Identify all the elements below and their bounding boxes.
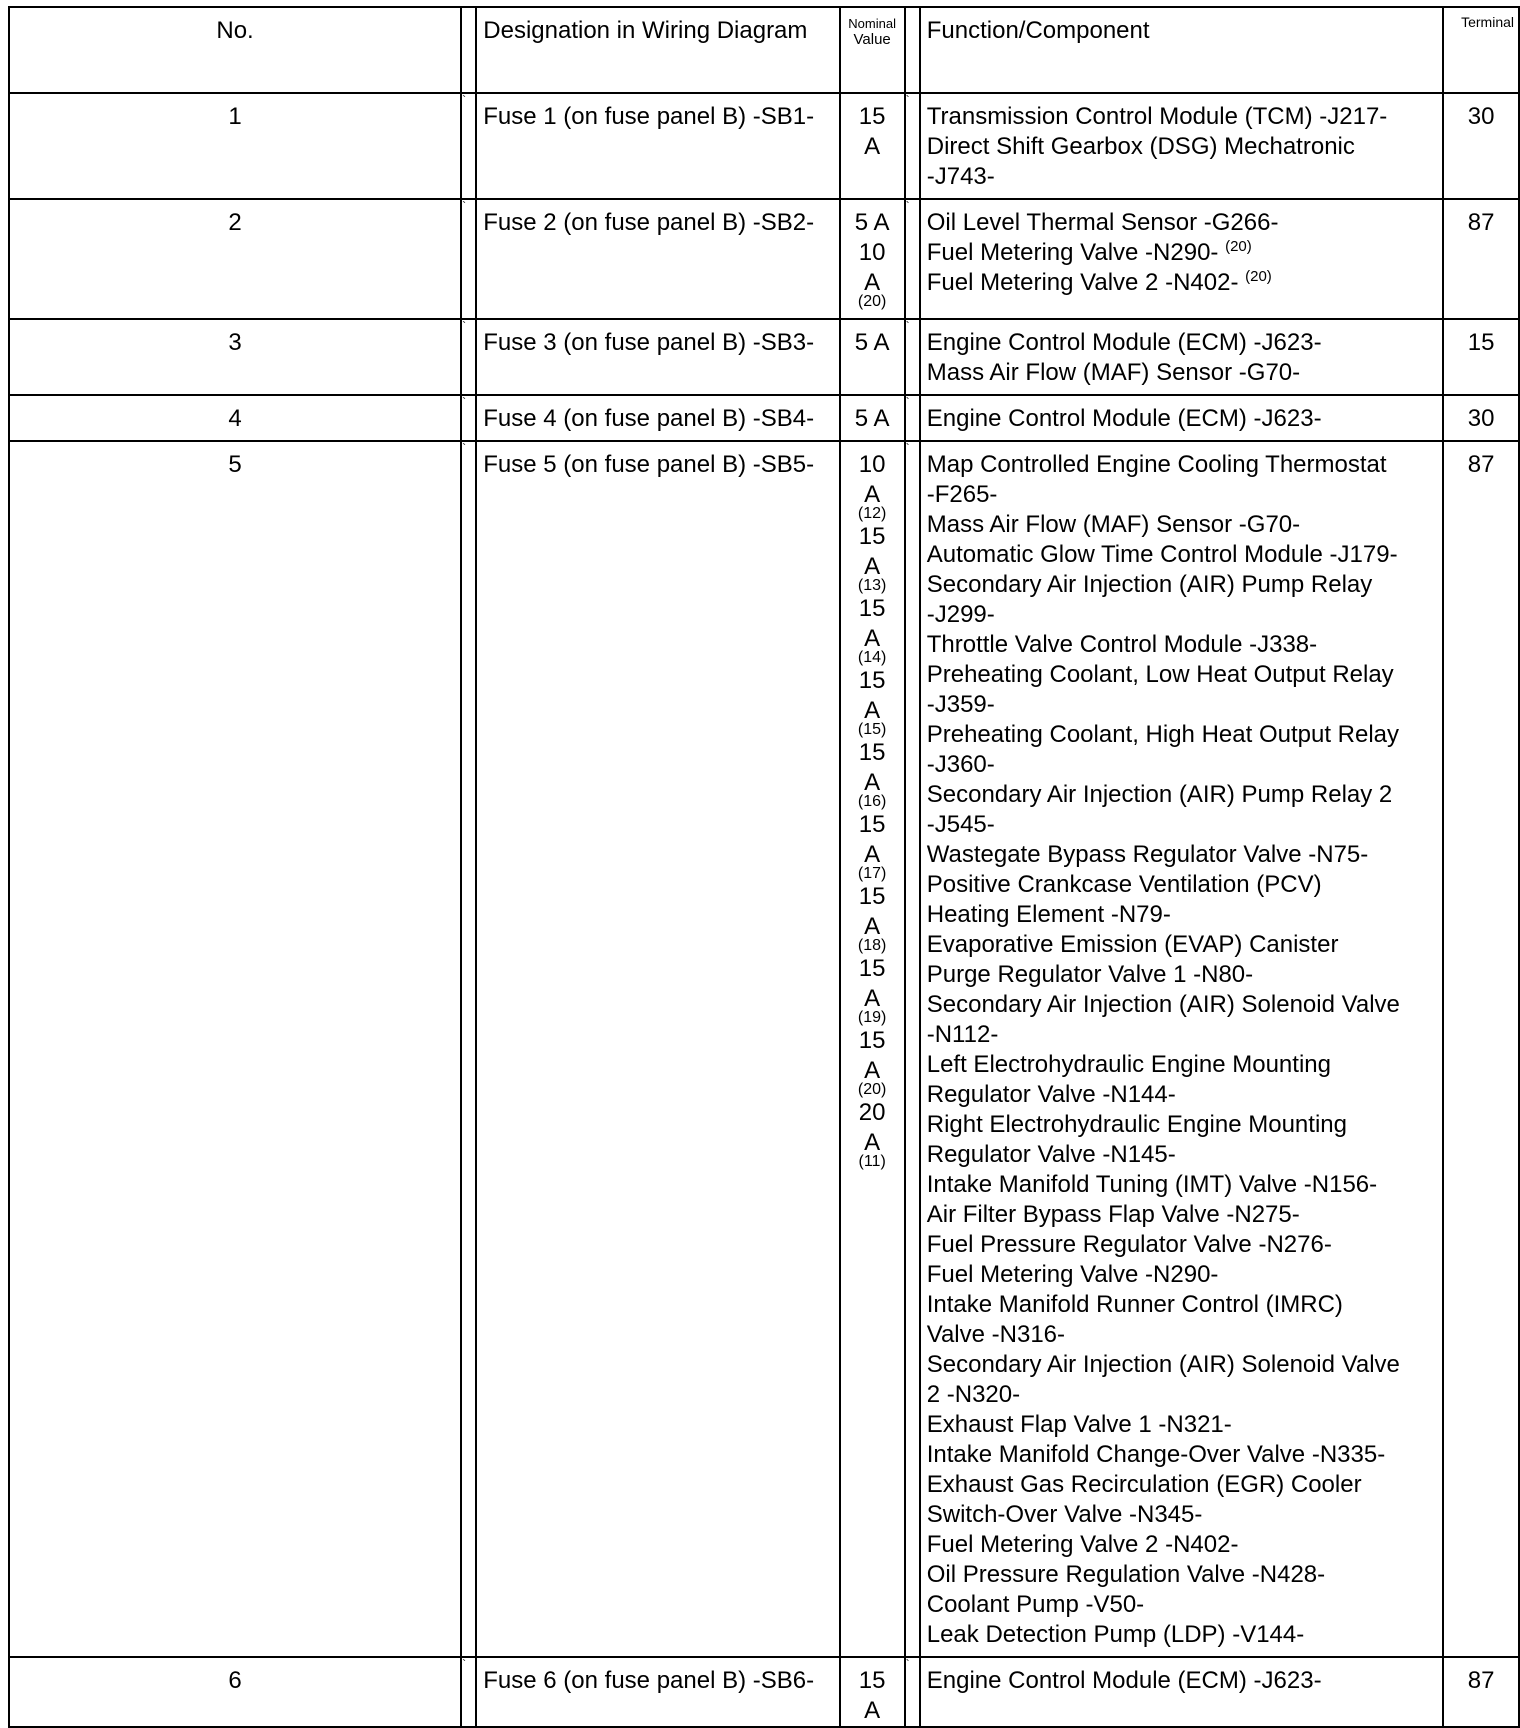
row-function	[920, 93, 1444, 199]
function-text: Direct Shift Gearbox (DSG) Mechatronic	[926, 133, 1355, 160]
value-amount: 5 A	[854, 209, 890, 236]
value-footnote: (13)	[857, 577, 887, 594]
value-footnote: (16)	[857, 793, 887, 810]
value-amount: 5 A	[854, 405, 890, 432]
value-footnote: (15)	[857, 721, 887, 738]
function-line	[927, 162, 1439, 192]
row-terminal: 87	[1443, 199, 1519, 319]
function-text: Secondary Air Injection (AIR) Solenoid Valve	[926, 1351, 1400, 1378]
function-text: Intake Manifold Tuning (IMT) Valve -N156-	[926, 1171, 1378, 1198]
function-line	[927, 840, 1439, 870]
value-group	[841, 208, 904, 238]
tick-mark: `	[462, 1657, 467, 1671]
header-gap	[461, 7, 476, 93]
function-line	[927, 1110, 1439, 1140]
value-group	[841, 404, 904, 434]
row-nominal-value	[840, 395, 905, 441]
value-footnote: (18)	[857, 937, 887, 954]
function-text: Air Filter Bypass Flap Valve -N275-	[926, 1201, 1300, 1228]
function-line	[927, 990, 1439, 1020]
value-amount: 15	[858, 811, 886, 838]
value-group	[841, 1098, 904, 1170]
function-text: Secondary Air Injection (AIR) Solenoid Valve	[926, 991, 1400, 1018]
row-designation: Fuse 6 (on fuse panel B) -SB6-	[476, 1657, 839, 1727]
function-text: Heating Element -N79-	[926, 901, 1171, 928]
function-line	[927, 1020, 1439, 1050]
value-amount: 15	[858, 955, 886, 982]
function-text: -J359-	[926, 691, 995, 718]
row-gap-2	[905, 93, 920, 199]
value-amount: 15	[858, 595, 886, 622]
function-line	[927, 1500, 1439, 1530]
row-nominal-value	[840, 199, 905, 319]
function-text: Wastegate Bypass Regulator Valve -N75-	[926, 841, 1369, 868]
value-footnote: (20)	[857, 293, 887, 310]
function-line	[927, 1230, 1439, 1260]
header-function: Function/Component	[920, 7, 1444, 93]
function-text: Switch-Over Valve -N345-	[926, 1501, 1203, 1528]
function-text: Engine Control Module (ECM) -J623-	[926, 329, 1322, 356]
table-row	[9, 1657, 1519, 1727]
table-row	[9, 93, 1519, 199]
function-text: Oil Level Thermal Sensor -G266-	[926, 209, 1279, 236]
header-value-label: Value	[853, 31, 891, 48]
header-gap-2	[905, 7, 920, 93]
value-amount: 15	[858, 1027, 886, 1054]
value-amount: 10	[858, 239, 886, 266]
function-line	[927, 238, 1439, 268]
function-text: Secondary Air Injection (AIR) Pump Relay	[926, 571, 1373, 598]
table-row	[9, 395, 1519, 441]
value-unit: A	[864, 985, 881, 1012]
row-no: 2	[9, 199, 461, 319]
function-text: Engine Control Module (ECM) -J623-	[926, 1667, 1322, 1694]
header-terminal	[1443, 7, 1519, 93]
header-designation: Designation in Wiring Diagram	[476, 7, 839, 93]
function-text: Intake Manifold Change-Over Valve -N335-	[926, 1441, 1386, 1468]
row-terminal: 87	[1443, 441, 1519, 1657]
function-line	[927, 660, 1439, 690]
value-amount: 15	[858, 1667, 886, 1694]
row-function	[920, 1657, 1444, 1727]
function-text: Oil Pressure Regulation Valve -N428-	[926, 1561, 1326, 1588]
row-no: 5	[9, 441, 461, 1657]
function-text: Mass Air Flow (MAF) Sensor -G70-	[926, 511, 1301, 538]
function-line	[927, 268, 1439, 298]
function-text: Regulator Valve -N144-	[926, 1081, 1176, 1108]
function-text: -N112-	[926, 1021, 999, 1048]
function-line	[927, 1440, 1439, 1470]
value-footnote: (20)	[857, 1081, 887, 1098]
value-group	[841, 102, 904, 162]
value-amount: 15	[858, 103, 886, 130]
function-footnote: (20)	[1225, 238, 1252, 255]
row-gap	[461, 441, 476, 1657]
function-line	[927, 750, 1439, 780]
row-gap	[461, 93, 476, 199]
value-amount: 15	[858, 523, 886, 550]
function-line	[927, 1560, 1439, 1590]
value-unit: A	[864, 1057, 881, 1084]
value-group	[841, 954, 904, 1026]
row-function	[920, 199, 1444, 319]
function-line	[927, 720, 1439, 750]
function-line	[927, 1200, 1439, 1230]
function-text: Purge Regulator Valve 1 -N80-	[926, 961, 1254, 988]
function-text: Evaporative Emission (EVAP) Canister	[926, 931, 1339, 958]
row-designation: Fuse 1 (on fuse panel B) -SB1-	[476, 93, 839, 199]
row-gap	[461, 395, 476, 441]
function-line	[927, 810, 1439, 840]
function-text: Right Electrohydraulic Engine Mounting	[926, 1111, 1347, 1138]
row-designation: Fuse 2 (on fuse panel B) -SB2-	[476, 199, 839, 319]
value-footnote: (12)	[857, 505, 887, 522]
row-gap-2	[905, 441, 920, 1657]
function-line	[927, 690, 1439, 720]
value-unit: A	[864, 625, 881, 652]
value-unit: A	[864, 269, 881, 296]
row-no: 6	[9, 1657, 461, 1727]
function-line	[927, 600, 1439, 630]
value-amount: 20	[858, 1099, 886, 1126]
value-unit: A	[864, 841, 881, 868]
tick-mark: `	[462, 319, 467, 333]
tick-mark: `	[462, 199, 467, 213]
function-text: Fuel Metering Valve -N290-	[926, 1261, 1219, 1288]
function-line	[927, 1050, 1439, 1080]
function-text: 2 -N320-	[926, 1381, 1021, 1408]
row-no: 4	[9, 395, 461, 441]
value-amount: 5 A	[854, 329, 890, 356]
value-group	[841, 450, 904, 522]
function-text: Engine Control Module (ECM) -J623-	[926, 405, 1322, 432]
row-designation: Fuse 4 (on fuse panel B) -SB4-	[476, 395, 839, 441]
function-text: -J545-	[926, 811, 995, 838]
row-gap	[461, 1657, 476, 1727]
header-nominal-label: Nominal	[848, 16, 896, 31]
value-footnote: (17)	[857, 865, 887, 882]
tick-mark: `	[905, 1657, 910, 1671]
function-text: Throttle Valve Control Module -J338-	[926, 631, 1318, 658]
value-unit: A	[864, 481, 881, 508]
function-line	[927, 1170, 1439, 1200]
table-row	[9, 319, 1519, 395]
value-unit: A	[864, 913, 881, 940]
row-gap	[461, 199, 476, 319]
row-function	[920, 395, 1444, 441]
row-terminal: 87	[1443, 1657, 1519, 1727]
value-amount: 10	[858, 451, 886, 478]
function-line	[927, 540, 1439, 570]
value-footnote: (11)	[858, 1153, 886, 1170]
tick-mark: `	[462, 93, 467, 107]
function-text: Automatic Glow Time Control Module -J179-	[926, 541, 1398, 568]
function-line	[927, 1620, 1439, 1650]
function-line	[927, 328, 1439, 358]
value-amount: 15	[858, 667, 886, 694]
value-unit: A	[864, 769, 881, 796]
function-text: Secondary Air Injection (AIR) Pump Relay 2	[926, 781, 1393, 808]
function-text: Fuel Metering Valve -N290-	[926, 239, 1219, 266]
function-line	[927, 404, 1439, 434]
function-line	[927, 132, 1439, 162]
row-designation: Fuse 3 (on fuse panel B) -SB3-	[476, 319, 839, 395]
value-group	[841, 1026, 904, 1098]
value-amount: 15	[858, 883, 886, 910]
row-gap-2	[905, 199, 920, 319]
tick-mark: `	[462, 441, 467, 455]
row-nominal-value	[840, 1657, 905, 1727]
table-row	[9, 199, 1519, 319]
function-line	[927, 1290, 1439, 1320]
function-text: Coolant Pump -V50-	[926, 1591, 1145, 1618]
fuse-table	[8, 6, 1520, 1728]
function-line	[927, 1320, 1439, 1350]
function-text: -J360-	[926, 751, 995, 778]
value-group	[841, 666, 904, 738]
function-text: Valve -N316-	[926, 1321, 1066, 1348]
tick-mark: `	[905, 319, 910, 333]
function-line	[927, 358, 1439, 388]
row-nominal-value	[840, 319, 905, 395]
function-text: -J743-	[926, 163, 995, 190]
row-function	[920, 441, 1444, 1657]
function-text: Positive Crankcase Ventilation (PCV)	[926, 871, 1322, 898]
function-line	[927, 208, 1439, 238]
row-terminal: 15	[1443, 319, 1519, 395]
function-line	[927, 1410, 1439, 1440]
row-gap	[461, 319, 476, 395]
function-line	[927, 780, 1439, 810]
function-text: Map Controlled Engine Cooling Thermostat	[926, 451, 1387, 478]
tick-mark: `	[905, 441, 910, 455]
tick-mark: `	[905, 395, 910, 409]
value-group	[841, 238, 904, 310]
function-text: Exhaust Gas Recirculation (EGR) Cooler	[926, 1471, 1362, 1498]
value-unit: A	[864, 133, 881, 160]
tick-mark: `	[462, 395, 467, 409]
value-footnote: (14)	[857, 649, 887, 666]
function-line	[927, 930, 1439, 960]
function-line	[927, 570, 1439, 600]
function-text: Fuel Metering Valve 2 -N402-	[926, 269, 1239, 296]
row-function	[920, 319, 1444, 395]
function-text: Left Electrohydraulic Engine Mounting	[926, 1051, 1331, 1078]
function-text: Transmission Control Module (TCM) -J217-	[926, 103, 1388, 130]
function-line	[927, 1140, 1439, 1170]
value-amount: 15	[858, 739, 886, 766]
function-text: Fuel Pressure Regulator Valve -N276-	[926, 1231, 1332, 1258]
function-footnote: (20)	[1245, 268, 1272, 285]
function-line	[927, 900, 1439, 930]
function-text: Intake Manifold Runner Control (IMRC)	[926, 1291, 1343, 1318]
function-text: Preheating Coolant, Low Heat Output Relay	[926, 661, 1394, 688]
row-gap-2	[905, 319, 920, 395]
value-group	[841, 328, 904, 358]
function-line	[927, 1350, 1439, 1380]
value-group	[841, 738, 904, 810]
function-line	[927, 1590, 1439, 1620]
function-text: Mass Air Flow (MAF) Sensor -G70-	[926, 359, 1301, 386]
value-group	[841, 1666, 904, 1726]
function-text: Exhaust Flap Valve 1 -N321-	[926, 1411, 1232, 1438]
function-line	[927, 1260, 1439, 1290]
function-line	[927, 450, 1439, 480]
function-line	[927, 1080, 1439, 1110]
function-text: Fuel Metering Valve 2 -N402-	[926, 1531, 1239, 1558]
row-gap-2	[905, 1657, 920, 1727]
header-no: No.	[9, 7, 461, 93]
function-line	[927, 1380, 1439, 1410]
function-line	[927, 1470, 1439, 1500]
row-terminal: 30	[1443, 93, 1519, 199]
row-no: 1	[9, 93, 461, 199]
value-unit: A	[864, 1697, 881, 1724]
header-terminal-label: Terminal	[1461, 14, 1514, 30]
row-designation: Fuse 5 (on fuse panel B) -SB5-	[476, 441, 839, 1657]
table-row	[9, 441, 1519, 1657]
function-text: Leak Detection Pump (LDP) -V144-	[926, 1621, 1305, 1648]
function-line	[927, 870, 1439, 900]
function-text: Regulator Valve -N145-	[926, 1141, 1176, 1168]
row-no: 3	[9, 319, 461, 395]
function-line	[927, 960, 1439, 990]
value-unit: A	[864, 697, 881, 724]
value-unit: A	[864, 1129, 881, 1156]
value-footnote: (19)	[857, 1009, 887, 1026]
tick-mark: `	[905, 93, 910, 107]
tick-mark: `	[905, 199, 910, 213]
function-text: -J299-	[926, 601, 995, 628]
row-nominal-value	[840, 441, 905, 1657]
function-line	[927, 102, 1439, 132]
row-gap-2	[905, 395, 920, 441]
value-group	[841, 810, 904, 882]
function-line	[927, 510, 1439, 540]
header-row	[9, 7, 1519, 93]
value-group	[841, 522, 904, 594]
function-line	[927, 1666, 1439, 1696]
value-group	[841, 594, 904, 666]
header-nominal-value	[840, 7, 905, 93]
function-line	[927, 480, 1439, 510]
row-terminal: 30	[1443, 395, 1519, 441]
function-text: -F265-	[926, 481, 998, 508]
function-text: Preheating Coolant, High Heat Output Relay	[926, 721, 1400, 748]
value-group	[841, 882, 904, 954]
value-unit: A	[864, 553, 881, 580]
function-line	[927, 630, 1439, 660]
row-nominal-value	[840, 93, 905, 199]
function-line	[927, 1530, 1439, 1560]
